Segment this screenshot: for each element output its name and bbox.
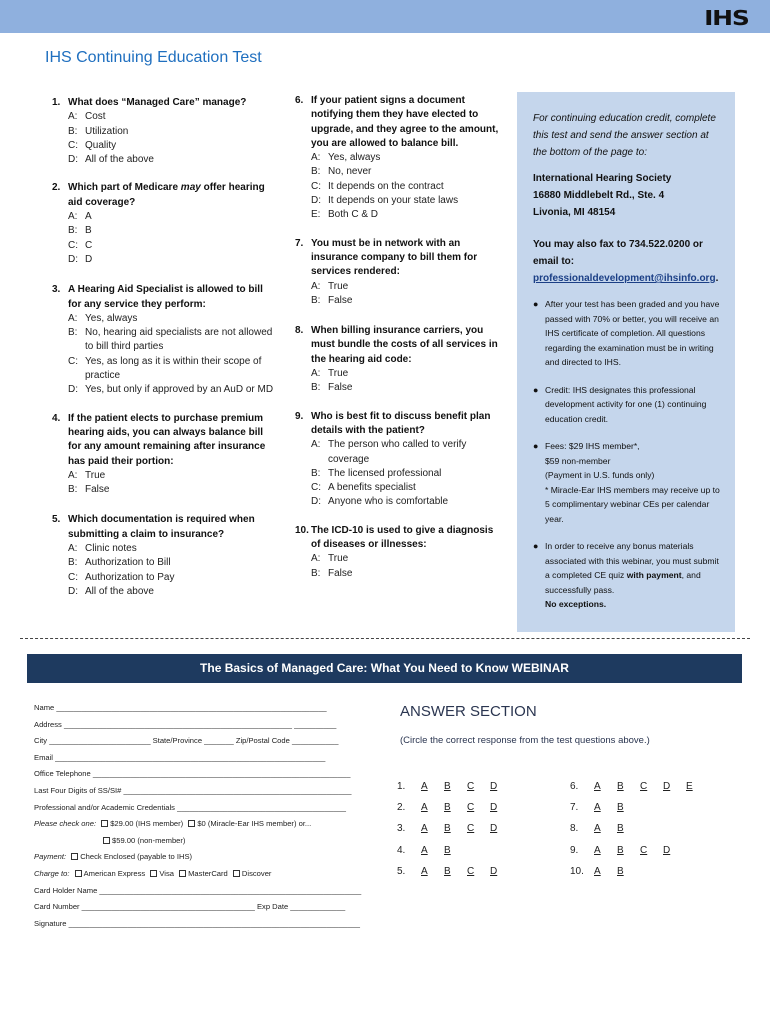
- questions-right-column: [295, 94, 505, 581]
- option-text: Clinic notes: [85, 543, 137, 555]
- answer-choice-a[interactable]: A: [594, 845, 601, 856]
- option-text: Both C & D: [328, 209, 379, 221]
- option-letter: B:: [68, 327, 78, 339]
- answer-choice-a[interactable]: A: [594, 866, 601, 877]
- visa-checkbox[interactable]: [150, 870, 157, 877]
- question-prompt: You must be in network with an insurance company to bill them for services rendered:: [311, 237, 478, 278]
- answer-option: [52, 253, 277, 267]
- question-block: [295, 237, 505, 308]
- option-text: A benefits specialist: [328, 482, 416, 494]
- answer-option: [295, 567, 505, 581]
- option-text: Quality: [85, 139, 117, 151]
- answer-option: [52, 483, 277, 497]
- option-text: Anyone who is comfortable: [328, 496, 449, 508]
- question-prompt: Which part of Medicare may offer hearing aid coverage?: [68, 182, 265, 208]
- answer-choice-b[interactable]: B: [617, 823, 624, 834]
- question-number: 3.: [52, 284, 61, 296]
- option-letter: D:: [68, 154, 78, 166]
- answer-option: [295, 294, 505, 308]
- answer-number: 7.: [570, 802, 579, 813]
- question-number: 7.: [295, 237, 304, 249]
- option-text: Yes, always: [85, 312, 138, 324]
- answer-row: [570, 823, 730, 837]
- discover-checkbox[interactable]: [233, 870, 240, 877]
- option-letter: B:: [311, 567, 321, 579]
- charge-to-row: Charge to: American Express Visa MasterCard Discover: [34, 868, 272, 878]
- option-letter: C:: [68, 239, 78, 251]
- option-text: All of the above: [85, 154, 154, 166]
- answer-option: [295, 194, 505, 208]
- question-block: [295, 524, 505, 581]
- option-text: All of the above: [85, 585, 154, 597]
- answer-option: [52, 383, 277, 397]
- option-letter: C:: [311, 180, 321, 192]
- answer-choice-b[interactable]: B: [444, 845, 451, 856]
- answer-option: [295, 438, 505, 467]
- option-letter: A:: [68, 469, 78, 481]
- answer-number: 3.: [397, 823, 406, 834]
- answer-choice-c[interactable]: C: [640, 781, 648, 792]
- questions-left-column: [52, 96, 277, 599]
- option-letter: B:: [68, 225, 78, 237]
- answer-option: [52, 153, 277, 167]
- option-text: Authorization to Bill: [85, 557, 171, 569]
- answer-option: [52, 125, 277, 139]
- question-block: [52, 96, 277, 167]
- option-letter: C:: [68, 355, 78, 367]
- option-text: A: [85, 211, 92, 223]
- answer-option: [52, 210, 277, 224]
- answer-number: 8.: [570, 823, 579, 834]
- option-letter: A:: [68, 211, 78, 223]
- miracle-ear-fee-checkbox[interactable]: [188, 820, 195, 827]
- option-letter: A:: [68, 111, 78, 123]
- answer-option: [295, 467, 505, 481]
- answer-choice-a[interactable]: A: [421, 866, 428, 877]
- option-letter: A:: [311, 553, 321, 565]
- question-prompt: The ICD-10 is used to give a diagnosis of diseases or illnesses:: [311, 524, 494, 551]
- answer-row: [570, 845, 730, 859]
- webinar-banner: The Basics of Managed Care: What You Need to Know WEBINAR: [27, 654, 742, 683]
- answer-option: [52, 139, 277, 153]
- question-block: [52, 181, 277, 267]
- answer-row: [397, 866, 557, 880]
- question-text: [52, 96, 277, 110]
- signature-field[interactable]: Signature _____________________________________________________________________: [34, 918, 361, 928]
- answer-option: [52, 585, 277, 599]
- instructions-intro: For continuing education credit, complete this test and send the answer section at the bottom of the page to:: [533, 113, 716, 158]
- answer-choice-b[interactable]: B: [617, 802, 624, 813]
- answer-row: [570, 866, 730, 880]
- payment-row: Payment: Check Enclosed (payable to IHS): [34, 852, 193, 862]
- answer-row: [397, 802, 557, 816]
- question-block: [52, 283, 277, 397]
- option-letter: C:: [68, 139, 78, 151]
- answer-choice-d[interactable]: D: [490, 802, 498, 813]
- name-field[interactable]: Name ________________________________________________________________: [34, 703, 327, 712]
- option-text: Utilization: [85, 125, 129, 137]
- list-item: ● Credit: IHS designates this professional development activity for one (1) continuing education credit.: [533, 384, 707, 424]
- header-bar: [0, 0, 770, 33]
- instructions-list: [533, 297, 721, 612]
- option-letter: A:: [311, 152, 321, 164]
- list-item: ● In order to receive any bonus materials associated with this webinar, you must submit a completed CE quiz with payment, and successfully pass. No exceptions.: [533, 541, 719, 609]
- option-text: Yes, always: [328, 152, 381, 164]
- option-letter: C:: [311, 482, 321, 494]
- option-letter: A:: [311, 368, 321, 380]
- question-block: [52, 412, 277, 498]
- cut-line-divider: [20, 638, 750, 639]
- amex-checkbox[interactable]: [75, 870, 82, 877]
- question-block: [52, 513, 277, 599]
- option-text: False: [85, 484, 110, 496]
- answer-choice-d[interactable]: D: [490, 823, 498, 834]
- option-letter: D:: [311, 496, 321, 508]
- option-text: Yes, but only if approved by an AuD or MD: [85, 384, 274, 396]
- answer-choice-a[interactable]: A: [421, 823, 428, 834]
- address-field[interactable]: Address ______________________________________________________ __________: [34, 719, 337, 729]
- answer-option: [52, 110, 277, 124]
- option-text: Authorization to Pay: [85, 571, 175, 583]
- answer-option: [295, 165, 505, 179]
- answer-number: 2.: [397, 802, 406, 813]
- option-letter: A:: [68, 543, 78, 555]
- answer-number: 10.: [570, 866, 584, 877]
- option-text: No, hearing aid specialists are not allowed to bill third parties: [85, 327, 273, 353]
- option-letter: B:: [311, 166, 321, 178]
- answer-option: [52, 224, 277, 238]
- question-prompt: When billing insurance carriers, you must bundle the costs of all services in the hearing aid code:: [311, 325, 498, 365]
- option-text: Yes, as long as it is within their scope of practice: [85, 355, 262, 382]
- credentials-field[interactable]: Professional and/or Academic Credentials ________________________________________: [34, 802, 347, 812]
- answer-section-instructions: (Circle the correct response from the test questions above.): [400, 735, 650, 746]
- option-text: True: [328, 553, 349, 565]
- answer-row: [397, 845, 557, 859]
- question-text: [52, 181, 277, 210]
- answer-choice-c[interactable]: C: [640, 845, 648, 856]
- question-block: [295, 410, 505, 510]
- option-text: True: [328, 368, 349, 380]
- answer-choice-b[interactable]: B: [444, 823, 451, 834]
- option-letter: A:: [311, 439, 321, 451]
- answer-option: [295, 381, 505, 395]
- question-text: [52, 283, 277, 312]
- answer-row: [397, 781, 557, 795]
- answer-choice-a[interactable]: A: [421, 845, 428, 856]
- option-text: True: [328, 280, 349, 292]
- answer-choice-d[interactable]: D: [663, 845, 671, 856]
- list-item: ● Fees: $29 IHS member*, $59 non-member (Payment in U.S. funds only) * Miracle-Ear IHS members may receive up to 5 complimentary webinar CEs per calendar year.: [533, 441, 720, 524]
- option-letter: D:: [311, 195, 321, 207]
- option-letter: B:: [311, 382, 321, 394]
- answer-choice-b[interactable]: B: [444, 866, 451, 877]
- answer-option: [295, 495, 505, 509]
- option-text: It depends on the contract: [328, 180, 444, 192]
- answer-option: [52, 556, 277, 570]
- option-text: No, never: [328, 166, 372, 178]
- email-link[interactable]: professionaldevelopment@ihsinfo.org: [533, 273, 716, 284]
- option-text: It depends on your state laws: [328, 195, 459, 207]
- question-text: [295, 524, 505, 553]
- answer-choice-c[interactable]: C: [467, 802, 475, 813]
- answer-choice-b[interactable]: B: [617, 845, 624, 856]
- option-text: False: [328, 294, 353, 306]
- question-prompt: A Hearing Aid Specialist is allowed to bill for any service they perform:: [68, 284, 263, 310]
- question-number: 6.: [295, 95, 304, 106]
- answer-choice-e[interactable]: E: [686, 781, 693, 792]
- option-letter: A:: [311, 280, 321, 292]
- answer-choice-c[interactable]: C: [467, 823, 475, 834]
- answer-row: [570, 781, 730, 795]
- question-text: [52, 513, 277, 542]
- option-text: D: [85, 253, 93, 265]
- option-text: B: [85, 225, 92, 237]
- option-letter: E:: [311, 209, 321, 221]
- answer-option: [52, 326, 277, 355]
- question-prompt: If your patient signs a document notifying them they have elected to upgrade, and they agree to the amount, you are allowed to balance bill.: [311, 95, 499, 149]
- non-member-fee-row: $59.00 (non-member): [34, 833, 379, 850]
- option-letter: B:: [68, 125, 78, 137]
- card-number-field[interactable]: Card Number _________________________________________ Exp Date _____________: [34, 902, 346, 912]
- answer-row: [570, 802, 730, 816]
- answer-choice-d[interactable]: D: [490, 781, 498, 792]
- mastercard-checkbox[interactable]: [179, 870, 186, 877]
- instructions-box: [517, 92, 735, 632]
- mailing-address: International Hearing Society 16880 Middlebelt Rd., Ste. 4 Livonia, MI 48154: [533, 173, 672, 218]
- answer-choice-b[interactable]: B: [444, 802, 451, 813]
- question-number: 2.: [52, 182, 61, 194]
- option-letter: D:: [68, 585, 78, 597]
- answer-option: [52, 542, 277, 556]
- ihs-logo: IHS: [704, 6, 749, 30]
- answer-section-title: ANSWER SECTION: [400, 703, 537, 720]
- answer-choice-b[interactable]: B: [444, 781, 451, 792]
- option-letter: B:: [68, 557, 78, 569]
- list-item: ● After your test has been graded and you have passed with 70% or better, you will receive an IHS certificate of completion. All questions regarding the examination must be in writing and directed to IHS.: [533, 299, 720, 367]
- answer-option: [52, 571, 277, 585]
- option-letter: D:: [68, 253, 78, 265]
- question-number: 10.: [295, 524, 309, 536]
- non-member-fee-checkbox[interactable]: [103, 837, 110, 844]
- check-enclosed-checkbox[interactable]: [71, 853, 78, 860]
- answer-row: [397, 823, 557, 837]
- answer-number: 6.: [570, 781, 579, 792]
- answer-option: [295, 280, 505, 294]
- answer-option: [295, 367, 505, 381]
- fee-options-row: Please check one: $29.00 (IHS member) $0 (Miracle-Ear IHS member) or...: [34, 819, 312, 829]
- answer-option: [52, 239, 277, 253]
- answer-choice-a[interactable]: A: [594, 802, 601, 813]
- member-fee-checkbox[interactable]: [101, 820, 108, 827]
- question-number: 4.: [52, 412, 61, 424]
- option-letter: C:: [68, 571, 78, 583]
- answer-choice-c[interactable]: C: [467, 781, 475, 792]
- question-text: [295, 94, 505, 151]
- question-text: [295, 324, 505, 367]
- page-title: IHS Continuing Education Test: [45, 49, 262, 66]
- question-number: 1.: [52, 97, 61, 108]
- question-block: [295, 324, 505, 395]
- answer-number: 1.: [397, 781, 406, 792]
- answer-option: [52, 355, 277, 384]
- question-prompt: What does “Managed Care” manage?: [68, 97, 247, 108]
- question-number: 9.: [295, 410, 304, 422]
- question-text: [295, 410, 505, 439]
- question-prompt: If the patient elects to purchase premium hearing aids, you can always balance bill for any amount remaining after insurance has paid their portion:: [68, 412, 266, 467]
- registration-form: [34, 700, 379, 932]
- option-text: The licensed professional: [328, 467, 442, 479]
- answer-choice-a[interactable]: A: [594, 781, 601, 792]
- answer-option: [295, 481, 505, 495]
- answer-choice-d[interactable]: D: [663, 781, 671, 792]
- answer-option: [295, 151, 505, 165]
- answer-option: [295, 180, 505, 194]
- answer-choice-a[interactable]: A: [594, 823, 601, 834]
- option-letter: A:: [68, 312, 78, 324]
- option-letter: B:: [68, 484, 78, 496]
- option-text: C: [85, 239, 93, 251]
- fax-email-info: You may also fax to 734.522.0200 or email to: professionaldevelopment@ihsinfo.org.: [533, 239, 719, 284]
- answer-number: 9.: [570, 845, 579, 856]
- office-telephone-field[interactable]: Office Telephone _____________________________________________________________: [34, 769, 351, 779]
- answer-option: [295, 552, 505, 566]
- question-number: 5.: [52, 514, 61, 526]
- question-text: [295, 237, 505, 280]
- option-text: True: [85, 469, 106, 481]
- answer-number: 5.: [397, 866, 406, 877]
- option-letter: D:: [68, 384, 78, 396]
- answer-option: [52, 312, 277, 326]
- question-block: [295, 94, 505, 223]
- answer-choice-a[interactable]: A: [421, 802, 428, 813]
- option-text: False: [328, 567, 353, 579]
- question-text: [52, 412, 277, 469]
- question-number: 8.: [295, 325, 304, 337]
- answer-option: [295, 208, 505, 222]
- ssn-field[interactable]: Last Four Digits of SS/SI# ______________________________________________________: [34, 785, 352, 795]
- answer-choice-d[interactable]: D: [490, 866, 498, 877]
- question-prompt: Who is best fit to discuss benefit plan details with the patient?: [311, 410, 491, 436]
- answer-choice-b[interactable]: B: [617, 866, 624, 877]
- answer-choice-c[interactable]: C: [467, 866, 475, 877]
- answer-number: 4.: [397, 845, 406, 856]
- city-state-zip-field[interactable]: City ________________________ State/Province _______ Zip/Postal Code ___________: [34, 736, 339, 746]
- answer-choice-a[interactable]: A: [421, 781, 428, 792]
- option-letter: B:: [311, 467, 321, 479]
- option-text: The person who called to verify coverage: [328, 439, 467, 465]
- answer-choice-b[interactable]: B: [617, 781, 624, 792]
- email-field[interactable]: Email ________________________________________________________________: [34, 752, 326, 762]
- option-text: False: [328, 382, 353, 394]
- option-text: Cost: [85, 111, 106, 123]
- answer-option: [52, 469, 277, 483]
- card-holder-field[interactable]: Card Holder Name ______________________________________________________________: [34, 885, 362, 895]
- option-letter: B:: [311, 294, 321, 306]
- question-prompt: Which documentation is required when submitting a claim to insurance?: [68, 514, 255, 540]
